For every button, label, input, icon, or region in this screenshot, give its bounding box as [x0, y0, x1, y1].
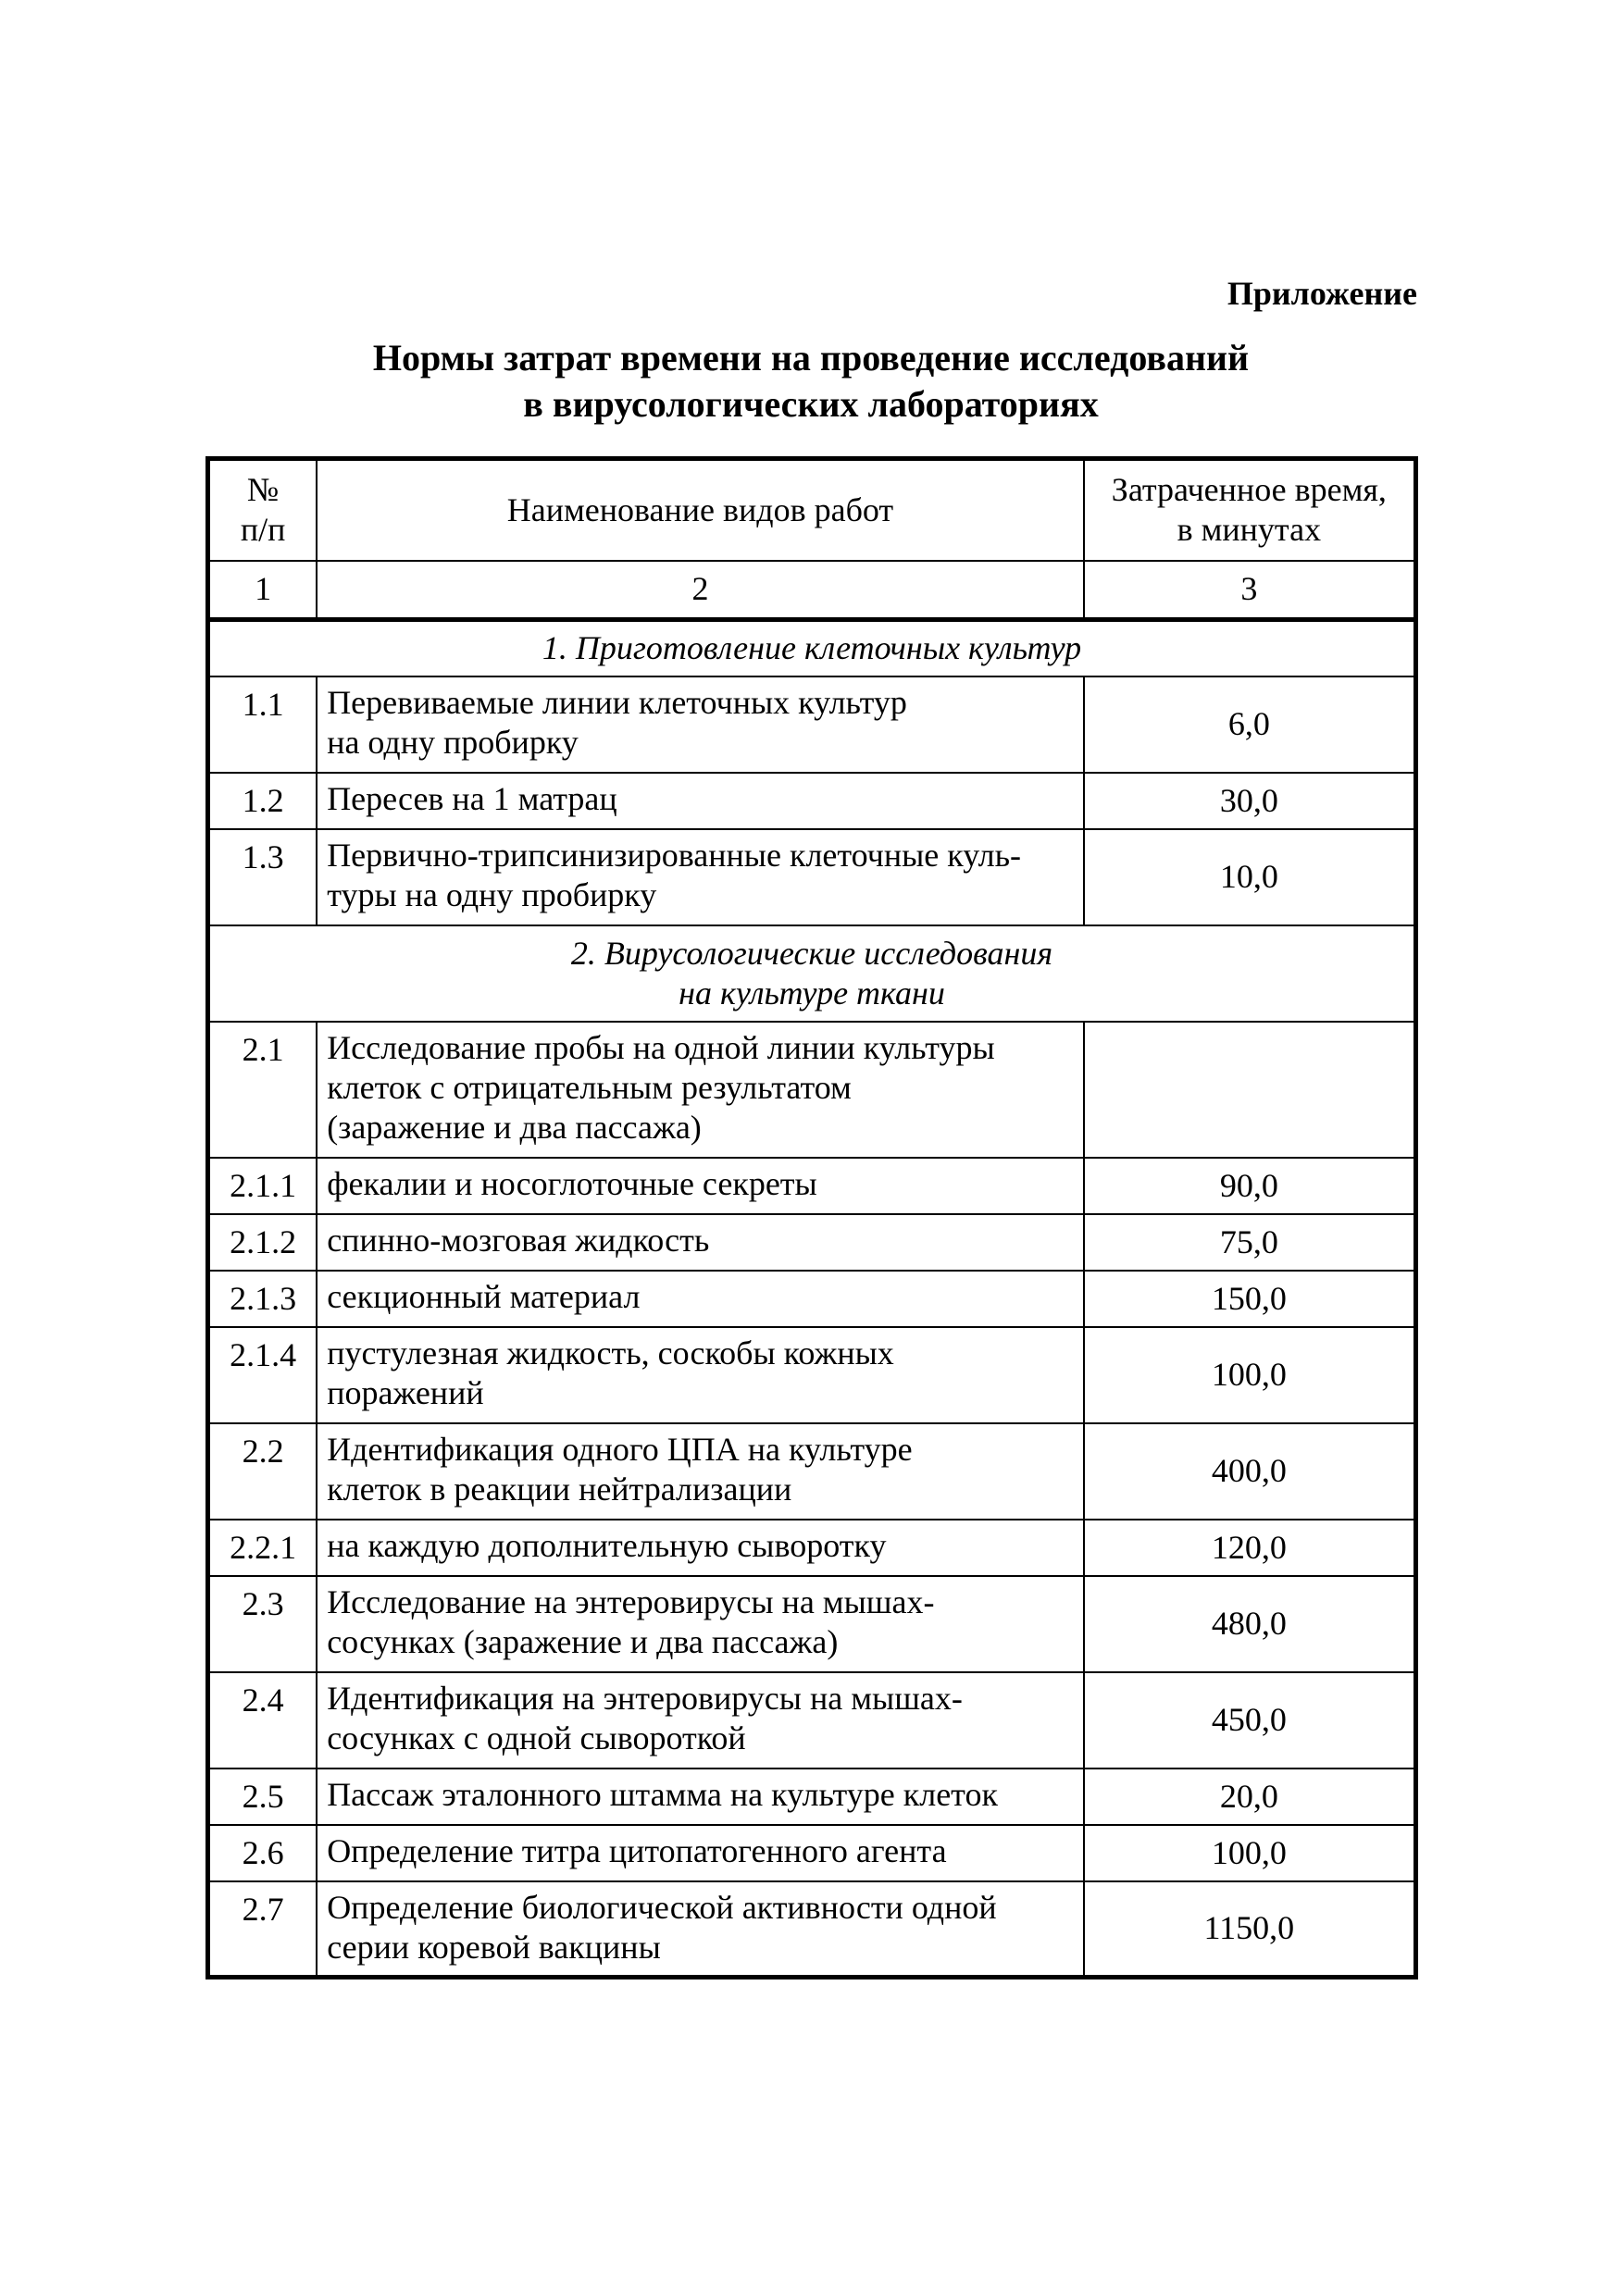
row-time-cell: 150,0 — [1084, 1271, 1416, 1327]
row-name-cell — [317, 1327, 1084, 1423]
row-name-cell — [317, 1576, 1084, 1672]
section-header-row — [208, 620, 1416, 676]
row-name-line: на каждую дополнительную сыворотку — [327, 1526, 887, 1564]
row-number-cell: 2.3 — [208, 1576, 318, 1672]
row-number-cell: 2.2.1 — [208, 1520, 318, 1576]
row-time-cell: 90,0 — [1084, 1158, 1416, 1214]
row-number-cell: 2.5 — [208, 1769, 318, 1825]
row-name-cell — [317, 1672, 1084, 1769]
row-name-line: серии коревой вакцины — [327, 1928, 661, 1966]
row-time-cell: 6,0 — [1084, 676, 1416, 773]
row-time-cell: 120,0 — [1084, 1520, 1416, 1576]
column-number-cell: 1 — [208, 561, 318, 620]
appendix-label: Приложение — [1227, 275, 1417, 312]
row-number-cell: 1.3 — [208, 829, 318, 925]
row-name-cell — [317, 829, 1084, 925]
column-number-cell: 2 — [317, 561, 1084, 620]
row-name-cell — [317, 1158, 1084, 1214]
section-title-cell — [208, 925, 1416, 1022]
header-number-line: № — [246, 471, 280, 509]
row-time-cell: 480,0 — [1084, 1576, 1416, 1672]
row-time-cell: 400,0 — [1084, 1423, 1416, 1520]
row-number-cell: 1.1 — [208, 676, 318, 773]
row-name-cell — [317, 1825, 1084, 1881]
row-name-line: секционный материал — [327, 1277, 641, 1315]
row-number-cell: 2.4 — [208, 1672, 318, 1769]
table-row — [208, 1672, 1416, 1769]
row-name-line: Перевиваемые линии клеточных культур — [327, 683, 907, 721]
row-name-cell — [317, 773, 1084, 829]
row-name-line: пустулезная жидкость, соскобы кожных — [327, 1334, 894, 1371]
section-title-cell — [208, 620, 1416, 676]
table-row — [208, 1576, 1416, 1672]
table-row — [208, 1271, 1416, 1327]
section-title-line: 1. Приготовление клеточных культур — [542, 629, 1082, 667]
row-number-cell: 2.6 — [208, 1825, 318, 1881]
table-row — [208, 676, 1416, 773]
column-number-cell: 3 — [1084, 561, 1416, 620]
row-time-cell: 10,0 — [1084, 829, 1416, 925]
row-name-line: поражений — [327, 1373, 484, 1411]
row-number-cell: 2.1.3 — [208, 1271, 318, 1327]
row-name-line: Пересев на 1 матрац — [327, 779, 617, 817]
row-name-line: Определение биологической активности одной — [327, 1888, 997, 1926]
section-title-line: 2. Вирусологические исследования — [570, 934, 1053, 972]
row-name-cell — [317, 676, 1084, 773]
table-row — [208, 1769, 1416, 1825]
table-row — [208, 1881, 1416, 1978]
row-name-line: спинно-мозговая жидкость — [327, 1221, 710, 1259]
row-name-cell — [317, 1520, 1084, 1576]
row-name-line: туры на одну пробирку — [327, 875, 657, 913]
header-time-line: в минутах — [1177, 511, 1322, 549]
row-name-line: Идентификация на энтеровирусы на мышах- — [327, 1679, 963, 1717]
table-header-row — [208, 459, 1416, 561]
row-name-line: Идентификация одного ЦПА на культуре — [327, 1430, 913, 1468]
row-number-cell: 2.2 — [208, 1423, 318, 1520]
row-name-line: на одну пробирку — [327, 723, 579, 761]
row-name-cell — [317, 1769, 1084, 1825]
row-number-cell: 2.7 — [208, 1881, 318, 1978]
row-name-line: Определение титра цитопатогенного агента — [327, 1831, 947, 1869]
row-time-cell: 450,0 — [1084, 1672, 1416, 1769]
row-number-cell: 2.1.1 — [208, 1158, 318, 1214]
row-time-cell: 75,0 — [1084, 1214, 1416, 1271]
column-numbers-row — [208, 561, 1416, 620]
row-time-cell: 1150,0 — [1084, 1881, 1416, 1978]
row-time-cell: 30,0 — [1084, 773, 1416, 829]
norms-table — [205, 456, 1418, 1980]
row-name-line: сосунках с одной сывороткой — [327, 1719, 746, 1756]
title-line-1: Нормы затрат времени на проведение исследований — [372, 337, 1250, 379]
section-header-row — [208, 925, 1416, 1022]
table-row — [208, 829, 1416, 925]
row-number-cell: 1.2 — [208, 773, 318, 829]
table-row — [208, 1022, 1416, 1158]
row-name-line: фекалии и носоглоточные секреты — [327, 1164, 817, 1202]
header-number-line: п/п — [240, 511, 286, 549]
row-number-cell: 2.1 — [208, 1022, 318, 1158]
row-name-cell — [317, 1022, 1084, 1158]
table-row — [208, 1520, 1416, 1576]
row-number-cell: 2.1.4 — [208, 1327, 318, 1423]
row-name-cell — [317, 1271, 1084, 1327]
row-time-cell — [1084, 1022, 1416, 1158]
row-name-line: Исследование на энтеровирусы на мышах- — [327, 1582, 935, 1620]
row-name-line: Пассаж эталонного штамма на культуре клеток — [327, 1775, 998, 1813]
row-name-cell — [317, 1214, 1084, 1271]
document-title — [205, 335, 1416, 428]
row-time-cell: 100,0 — [1084, 1327, 1416, 1423]
header-name-cell: Наименование видов работ — [317, 459, 1084, 561]
row-name-line: клеток с отрицательным результатом — [327, 1068, 852, 1106]
row-time-cell: 20,0 — [1084, 1769, 1416, 1825]
header-time-cell — [1084, 459, 1416, 561]
header-number-cell — [208, 459, 318, 561]
row-name-cell — [317, 1881, 1084, 1978]
table-row — [208, 1158, 1416, 1214]
table-row — [208, 1327, 1416, 1423]
section-title-line: на культуре ткани — [679, 974, 945, 1011]
title-line-2: в вирусологических лабораториях — [523, 383, 1099, 425]
row-time-cell: 100,0 — [1084, 1825, 1416, 1881]
row-number-cell: 2.1.2 — [208, 1214, 318, 1271]
table-row — [208, 773, 1416, 829]
table-row — [208, 1825, 1416, 1881]
table-row — [208, 1214, 1416, 1271]
row-name-line: клеток в реакции нейтрализации — [327, 1470, 792, 1508]
header-time-line: Затраченное время, — [1111, 471, 1387, 509]
row-name-cell — [317, 1423, 1084, 1520]
row-name-line: Исследование пробы на одной линии культуры — [327, 1028, 995, 1066]
table-row — [208, 1423, 1416, 1520]
row-name-line: сосунках (заражение и два пассажа) — [327, 1622, 839, 1660]
row-name-line: Первично-трипсинизированные клеточные куль- — [327, 836, 1022, 874]
row-name-line: (заражение и два пассажа) — [327, 1108, 702, 1146]
